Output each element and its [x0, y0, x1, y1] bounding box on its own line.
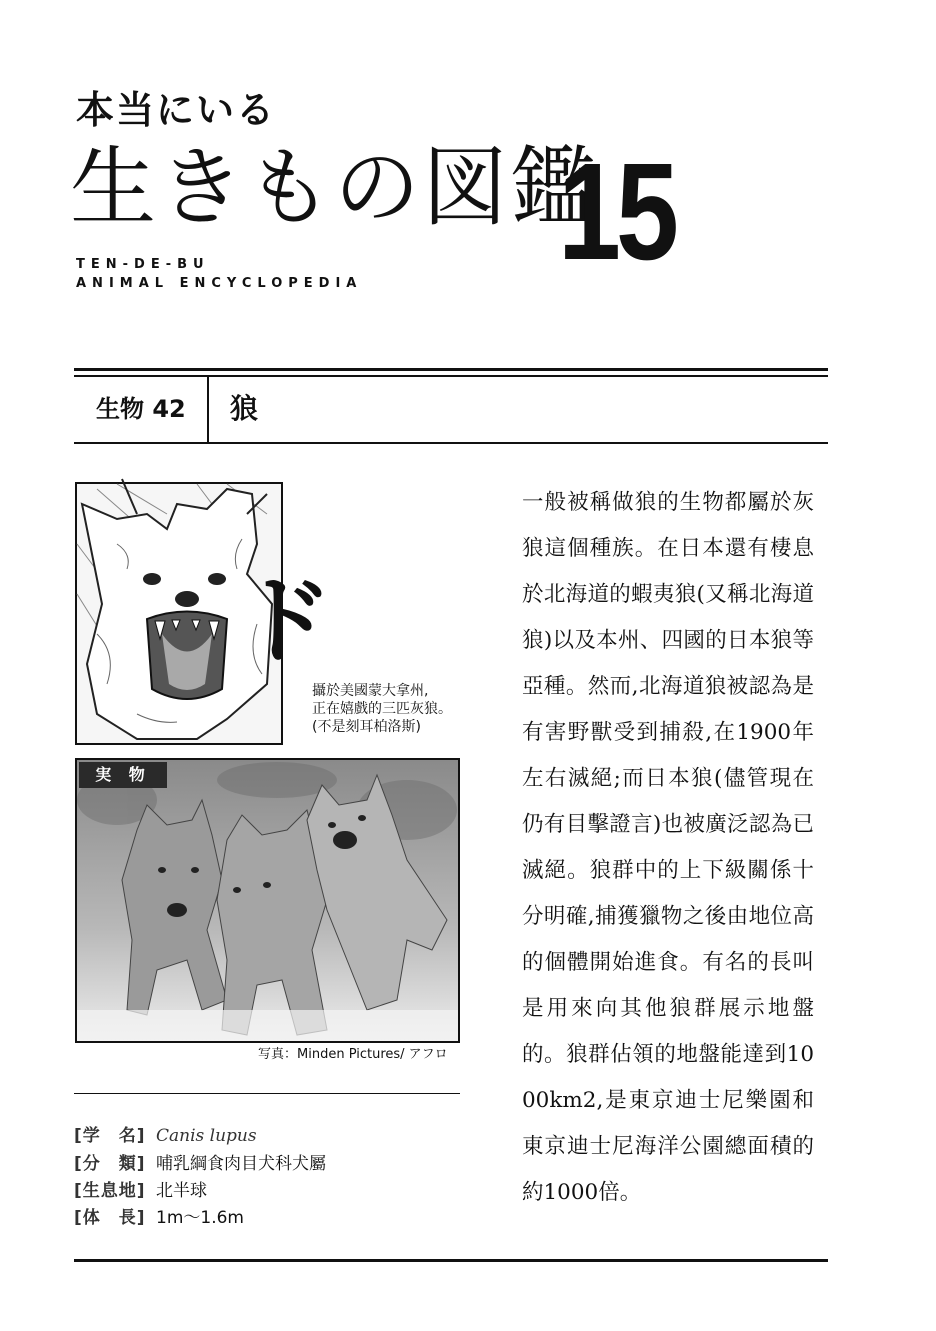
manga-caption: [312, 682, 452, 736]
photo-label: 実 物: [79, 762, 167, 788]
description-text: 一般被稱做狼的生物都屬於灰狼這個種族。在日本還有棲息於北海道的蝦夷狼(又稱北海道狼)以及本州、四國的日本狼等亞種。然而,北海道狼被認為是有害野獸受到捕殺,在1900年左右滅絕;而日本狼(儘管現在仍有目擊證言)也被廣泛認為已滅絕。狼群中的上下級關係十分明確,捕獲獵物之後由地位高的個體開始進食。有名的長叫是用來向其他狼群展示地盤的。狼群佔領的地盤能達到1000km2,是東京迪士尼樂園和東京迪士尼海洋公園總面積的約1000倍。: [522, 490, 814, 1205]
wolf-illustration: [77, 484, 333, 743]
volume-number: 15: [558, 135, 675, 289]
data-label: [学 名]: [74, 1126, 146, 1146]
english-title-line1: TEN-DE-BU: [76, 257, 210, 272]
header-rule-thin: [74, 375, 828, 377]
data-value: 1m〜1.6m: [156, 1208, 244, 1228]
data-value: 北半球: [156, 1181, 207, 1201]
data-value: 哺乳綱食肉目犬科犬屬: [156, 1154, 326, 1174]
english-title-line2: ANIMAL ENCYCLOPEDIA: [76, 276, 363, 291]
book-title: 生きもの図鑑: [70, 138, 598, 238]
wolf-photo: [75, 758, 460, 1043]
caption-line: 正在嬉戲的三匹灰狼。: [312, 701, 452, 717]
entry-rule: [74, 442, 828, 444]
sound-effect: ド: [237, 565, 333, 677]
manga-panel-wolf: [75, 482, 333, 745]
data-row-classification: [74, 1153, 326, 1175]
entry-divider: [207, 377, 209, 443]
footer-rule: [74, 1259, 828, 1262]
data-label: [生息地]: [74, 1181, 146, 1201]
data-row-habitat: [74, 1180, 207, 1202]
header-rule-thick: [74, 368, 828, 371]
book-subtitle: 本当にいる: [76, 88, 277, 132]
wolves-photo-image: [77, 760, 458, 1041]
entry-name: 狼: [230, 392, 259, 425]
photo-credit: 写真：Minden Pictures/ アフロ: [258, 1047, 448, 1062]
data-label: [体 長]: [74, 1208, 146, 1228]
caption-line: (不是刻耳柏洛斯): [312, 719, 421, 735]
entry-number: 生物 42: [96, 395, 186, 423]
data-row-scientific-name: [74, 1125, 257, 1147]
data-rule: [74, 1093, 460, 1094]
data-value: Canis lupus: [156, 1126, 257, 1146]
data-label: [分 類]: [74, 1154, 146, 1174]
data-row-length: [74, 1207, 244, 1229]
caption-line: 攝於美國蒙大拿州,: [312, 683, 429, 699]
